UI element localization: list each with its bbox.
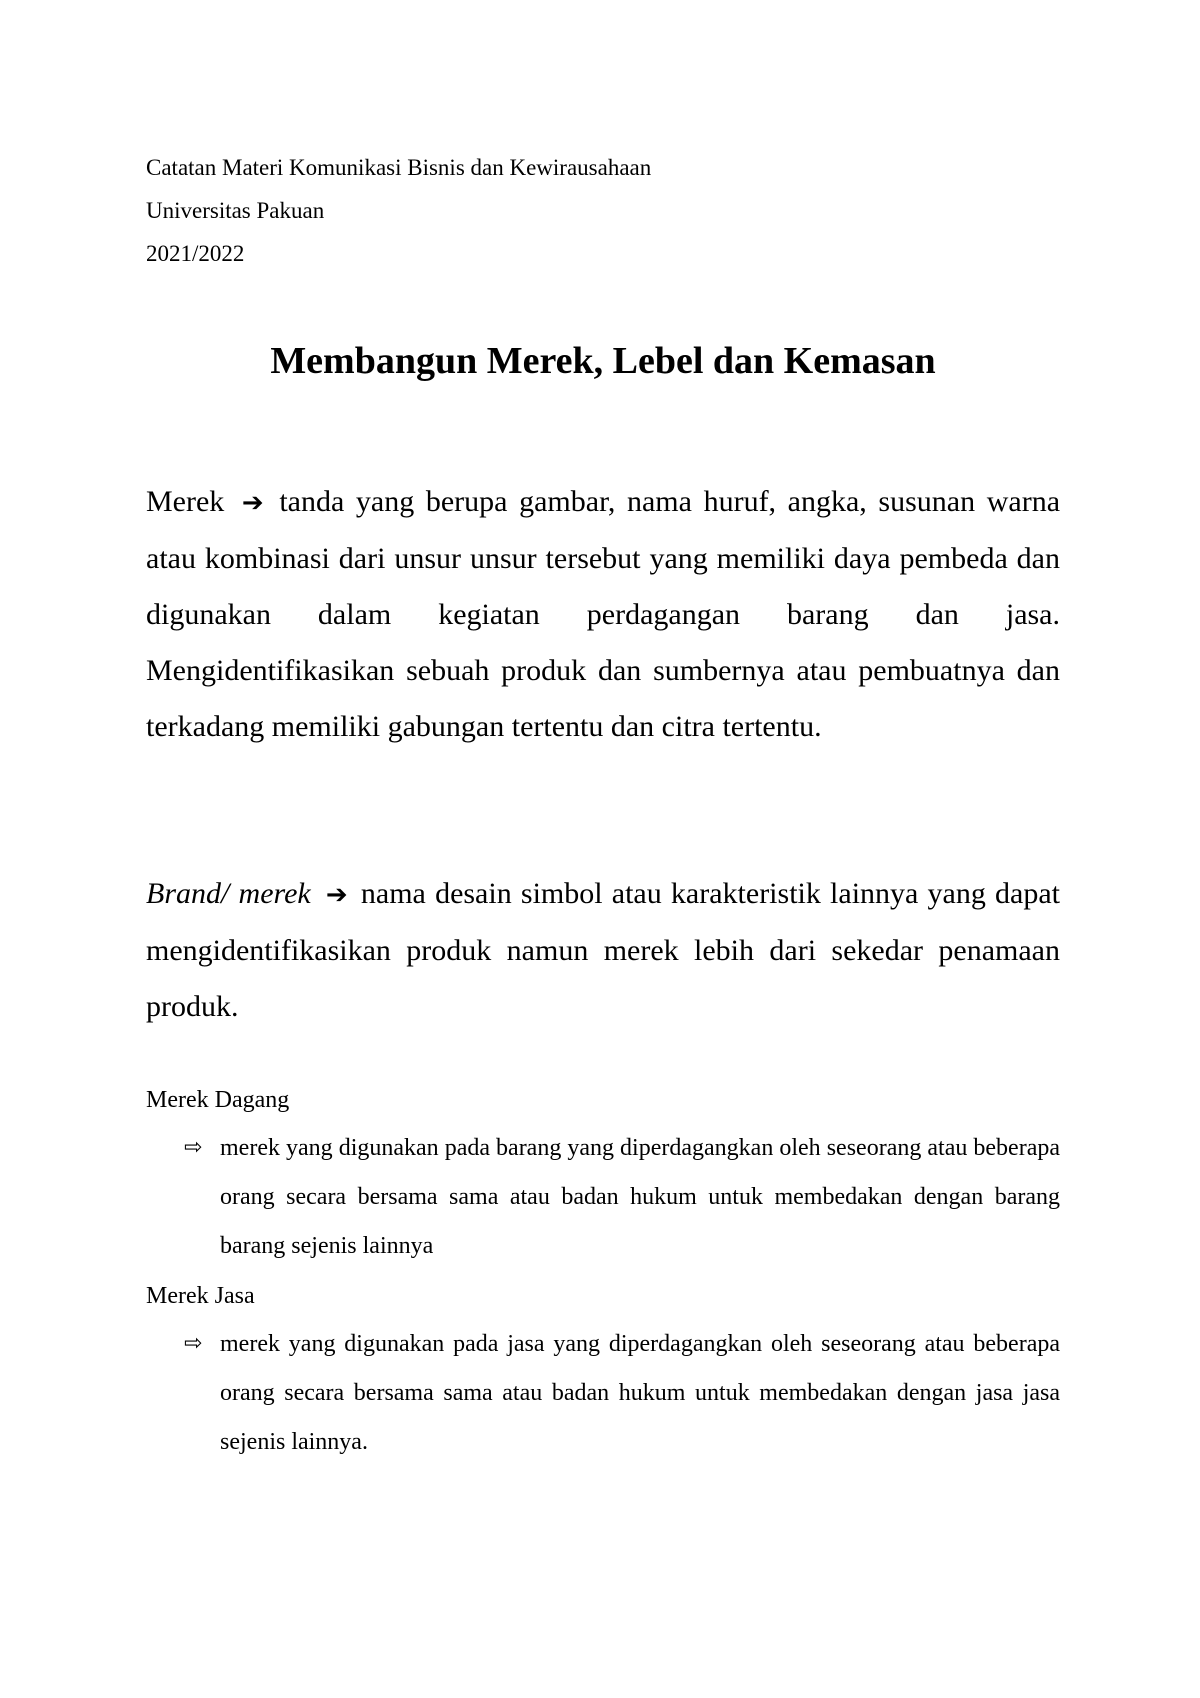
merek-dagang-text: merek yang digunakan pada barang yang diperdagangkan oleh seseorang atau beberapa orang secara bersama sama atau badan hukum untuk membedakan dengan barang barang sejenis lainnya bbox=[220, 1135, 1060, 1259]
merek-jasa-heading: Merek Jasa bbox=[146, 1283, 255, 1309]
brand-term: Brand/ merek bbox=[146, 877, 311, 910]
merek-definition-text: tanda yang berupa gambar, nama huruf, angka, susunan warna atau kombinasi dari unsur unsur tersebut yang memiliki daya pembeda dan digunakan dalam kegiatan perdagangan barang dan jasa. Mengidentifikasikan sebuah produk dan sumbernya atau pembuatnya dan terkadang memiliki gabungan tertentu dan citra tertentu. bbox=[146, 485, 1061, 743]
document-title: Membangun Merek, Lebel dan Kemasan bbox=[270, 340, 936, 382]
outline-arrow-icon: ⇨ bbox=[184, 1135, 203, 1160]
merek-dagang-heading: Merek Dagang bbox=[146, 1087, 290, 1113]
merek-definition-paragraph bbox=[146, 474, 1060, 755]
right-arrow-icon: ➔ bbox=[325, 880, 348, 910]
merek-term: Merek bbox=[146, 485, 225, 518]
merek-jasa-text: merek yang digunakan pada jasa yang diperdagangkan oleh seseorang atau beberapa orang secara bersama sama atau badan hukum untuk membedakan dengan jasa jasa sejenis lainnya. bbox=[220, 1331, 1060, 1455]
list-item bbox=[184, 1124, 1060, 1271]
university-name: Universitas Pakuan bbox=[146, 198, 325, 223]
course-name: Catatan Materi Komunikasi Bisnis dan Kewirausahaan bbox=[146, 155, 652, 180]
document-header bbox=[146, 146, 1066, 275]
academic-year: 2021/2022 bbox=[146, 241, 245, 266]
list-item bbox=[184, 1320, 1060, 1467]
right-arrow-icon: ➔ bbox=[241, 488, 264, 518]
brand-definition-paragraph bbox=[146, 866, 1060, 1035]
outline-arrow-icon: ⇨ bbox=[184, 1331, 203, 1356]
brand-definition-text: nama desain simbol atau karakteristik lainnya yang dapat mengidentifikasikan produk namun merek lebih dari sekedar penamaan produk. bbox=[146, 877, 1061, 1023]
